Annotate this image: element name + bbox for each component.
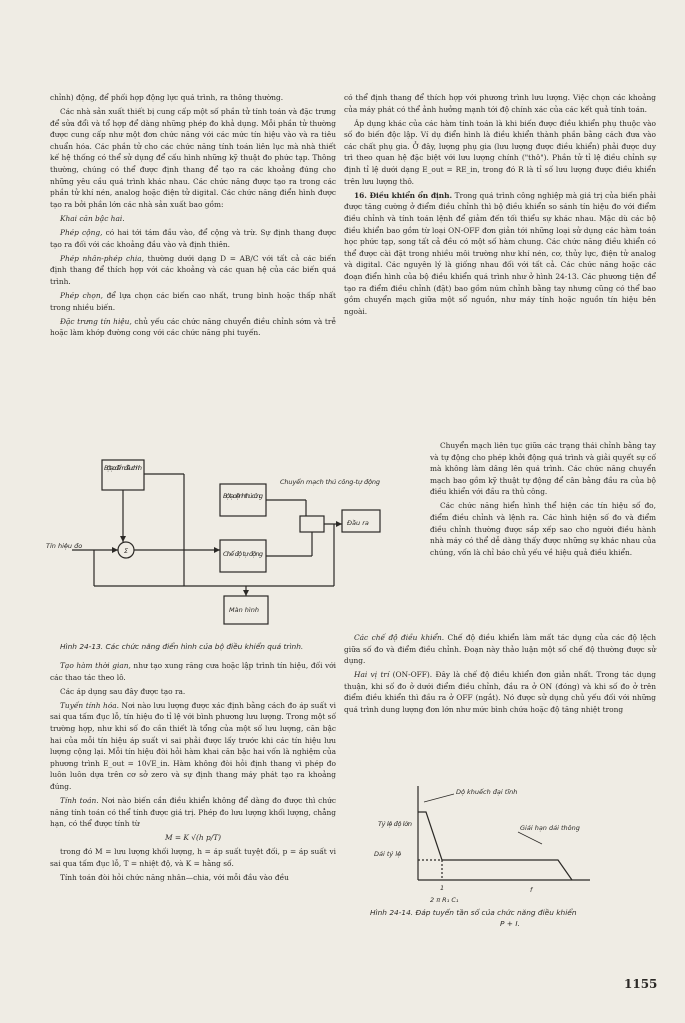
right-column-lower xyxy=(344,632,656,718)
page-number: 1155 xyxy=(624,977,658,991)
term: Đặc trưng tín hiệu, xyxy=(60,316,132,326)
sum-symbol: Σ xyxy=(123,547,129,555)
figure-24-13-caption: Hình 24-13. Các chức năng điển hình của bộ điều khiển quá trình. xyxy=(60,642,304,651)
left-column xyxy=(50,92,336,341)
switch-box xyxy=(300,516,324,532)
term-text: chủ yếu các chức năng chuyển điều chỉnh sớm và trễ hoặc làm khớp đường cong với các chức năng phi tuyến. xyxy=(50,316,336,338)
paragraph: Áp dụng khác của các hàm tính toán là khi biến được điều khiển phụ thuộc vào số đo biến độc lập. Ví dụ điển hình là điều khiển thành phần bằng cách đưa vào các chất phụ gia. Ở đây, lượng phụ gia (lưu lượng được điều khiển) phải được duy trì theo quan hệ đặc biệt với lưu lượng chính ("thô"). Phần tử tỉ lệ điều chỉnh sự định tỉ lệ dưới dạng E_out = RE_in, trong đó R là tỉ số lưu lượng được điều khiển trên lưu lượng thô. xyxy=(344,118,656,186)
manual-box xyxy=(220,484,266,516)
paragraph xyxy=(344,669,656,715)
term: Phép nhân-phép chia, xyxy=(60,253,144,263)
output-label: Đầu ra xyxy=(347,519,369,527)
paragraph: Các áp dụng sau đây được tạo ra. xyxy=(60,686,186,696)
term: Các chế độ điều khiển. xyxy=(354,633,445,642)
paragraph xyxy=(50,700,336,793)
paragraph xyxy=(50,227,336,250)
caption-line: P + I. xyxy=(500,919,520,928)
freq-label: f xyxy=(530,886,533,894)
band-label: Giải hạn dải thông xyxy=(520,824,580,832)
paragraph: chỉnh) động, để phối hợp động lực quá trình, ra thông thường. xyxy=(50,93,284,102)
figure-24-14-caption xyxy=(370,907,670,929)
formula: M = K √(h p/T) xyxy=(164,833,222,843)
term: Phép chọn, xyxy=(60,291,103,300)
term-text: có hai tới tám đầu vào, để cộng và trừ. Sự định thang được tạo ra đối với các khoảng đầu vào và định thiên. xyxy=(50,228,336,249)
right-column xyxy=(344,92,656,320)
paragraph xyxy=(50,253,336,288)
f1-label: 1 xyxy=(440,884,445,892)
gain-scale-label: Dộ khuếch đại tĩnh xyxy=(456,788,518,796)
term: Phép cộng, xyxy=(60,228,103,238)
manual-label: Bộ tạo lệnh thủ công xyxy=(223,492,263,500)
term: Tính toán. xyxy=(60,796,99,806)
term-text: thường dưới dạng D = AB/C với tất cả các biến định thang để thích hợp với các khoảng và các quan hệ của các biến quá trình. xyxy=(50,253,336,286)
term-text: để lựa chọn các biến cao nhất, trung bình hoặc thấp nhất trong nhiều biến. xyxy=(50,291,336,312)
display-label: Màn hình xyxy=(229,606,259,614)
paragraph xyxy=(50,660,336,683)
term-text: Nơi nào lưu lượng được xác định bằng cách đo áp suất vi sai qua tấm đục lỗ, tín hiệu đo tỉ lệ với bình phương lưu lượng. Trong một số trường hợp, như khi số đo cần thiết là tổng của một số lưu lượng, căn bậc hai của mỗi tín hiệu áp suất vi sai phải được lấy trước khi các tín hiệu lưu lượng cộng lại. Mỗi tín hiệu đòi hỏi hàm khai căn bậc hai vốn là nghiệm của phương trình E_out = 10√E_in. Hàm không đòi hỏi định thang vì phép đo luôn luôn dựa trên cơ sở zero và sự định thang máy phát tạo ra khoảng đúng. xyxy=(50,700,336,791)
paragraph: Khai căn bậc hai. xyxy=(60,213,125,223)
signal-label: Tín hiệu đo xyxy=(46,542,83,550)
term-text: Nơi nào biến cần điều khiển không để dàng đo được thì chức năng tính toán có thể tính được giá trị. Phép đo lưu lượng khối lượng, chẳng hạn, có thể được tính từ xyxy=(50,796,336,829)
figure-24-14-graph xyxy=(358,780,656,908)
ratio-gain-label: Tỷ lệ độ lớn xyxy=(378,820,412,828)
caption-line: Hình 24-14. Đáp tuyến tần số của chức năng điều khiển xyxy=(370,908,577,917)
section-heading: 16. Điều khiển ổn định. xyxy=(354,190,453,200)
section-text: Trong quá trình công nghiệp mà giá trị của biến phải được tăng cường ở điểm điều chỉnh thì bộ điều khiển so sánh tín hiệu đo với điểm điều chỉnh và tính toán lệnh để giảm đến tối thiểu sự khác nhau. Mặc dù các bộ điều khiển bao gồm từ loại ON-OFF đơn giản tới những loại sử dụng các hàm toán học phức tạp, song tất cả đều có một số hàm chung. Các chức năng điều khiển có thể được cài đặt trong nhiều môi trường như khí nén, cơ, thủy lực, điện tử analog và digital. Các nguyên lý là giống nhau đối với tất cả. Các chức năng hoặc các đoạn điển hình của bộ điều khiển quá trình như ở hình 24-13. Các phương tiện để tạo ra điểm điều chỉnh (đặt) bao gồm núm chỉnh bằng tay nhưng cũng có thể bao gồm chuyển mạch giữa một số nguồn, như máy tính hoặc nguồn tín hiệu bên ngoài. xyxy=(344,190,657,316)
term-text: Chế độ điều khiển làm mất tác dụng của các độ lệch giữa số đo và điểm điều chỉnh. Đoạn này thảo luận một số chế độ thường được sử dụng. xyxy=(344,633,656,666)
term: Tuyến tính hóa. xyxy=(60,700,120,710)
response-curve xyxy=(418,812,572,880)
switch-label: Chuyển mạch thủ công-tự động xyxy=(280,478,380,486)
right-column-beside-figure xyxy=(430,440,656,561)
paragraph: Tính toán đòi hỏi chức năng nhân—chia, với mỗi đầu vào đều xyxy=(60,873,289,883)
ratio-label: Dải tỷ lệ xyxy=(374,850,402,858)
paragraph xyxy=(344,190,656,318)
paragraph xyxy=(50,290,336,313)
figure-24-13-diagram xyxy=(44,448,392,638)
setpoint-label: Bộ tạo điểm điều chỉnh xyxy=(104,464,142,472)
paragraph xyxy=(50,795,336,830)
paragraph xyxy=(50,316,336,339)
auto-label: Chế độ tự động xyxy=(223,550,263,558)
paragraph: Các nhà sản xuất thiết bị cung cấp một số phần tử tính toán và đặc trưng để sửa đổi và tổ hợp để dàng những phép đo khả dụng. Mỗi phần tử thường được cung cấp như một đơn chức năng với các mức tín hiệu vào và ra tiêu chuẩn hóa. Các phần tử cho các chức năng tính toán liên lục mà nhà thiết kế hệ thống có thể sử dụng để cấu hình những kỹ thuật đo phức tạp. Thông thường, chúng có thể được định thang để tạo ra các khoảng đúng cho những yêu cầu quá trình khác nhau. Các chức năng được tạo ra trong các phần tử khí nén, analog hoặc điện tử digital. Các chức năng điển hình được tạo ra bởi phần lớn các nhà sản xuất bao gồm: xyxy=(50,107,336,209)
formula-label: 2 π R₁ C₁ xyxy=(430,896,459,904)
paragraph xyxy=(344,632,656,667)
paragraph: có thể định thang để thích hợp với phương trình lưu lượng. Việc chọn các khoảng của máy phát có thể ảnh hưởng mạnh tới độ chính xác của các kết quả tính toán. xyxy=(344,93,656,114)
paragraph: trong đó M = lưu lượng khối lượng, h = áp suất tuyệt đối, p = áp suất vi sai qua tấm đục lỗ, T = nhiệt độ, và K = hằng số. xyxy=(50,847,336,868)
term: Tạo hàm thời gian, xyxy=(60,661,131,670)
paragraph: Các chức năng hiển hình thể hiện các tín hiệu số đo, điểm điều chỉnh và lệnh ra. Các hình hiện số đo và điểm điều chỉnh thường được sắp xếp sao cho người điều hành nhà máy có thể dễ dàng thấy được những sự khác nhau của chúng, vốn là chỉ báo chủ yếu về hiệu quả điều khiển. xyxy=(430,501,656,557)
term-text: như tạo xung răng cưa hoặc lập trình tín hiệu, đối với các thao tác theo lô. xyxy=(50,661,336,682)
left-column-lower xyxy=(50,660,336,886)
term: Hai vị trí xyxy=(354,670,390,680)
paragraph: Chuyển mạch liên tục giữa các trạng thái chỉnh bằng tay và tự động cho phép khởi động quá trình và giải quyết sự cố mà không làm dâng lên quá trình. Các chức năng chuyển mạch bao gồm kỹ thuật tự động để cân bằng đầu ra của bộ điều khiển với đầu ra thủ công. xyxy=(430,441,656,497)
term-text: (ON-OFF). Đây là chế độ điều khiển đơn giản nhất. Trong tác dụng thuận, khi số đo ở dưới điểm điều chỉnh, đầu ra ở ON (đóng) và khi số đo ở trên điểm điều khiển thì đầu ra ở OFF (ngắt). Nó được sử dụng chủ yếu đối với những quá trình dung lượng đơn lớn như mức bình chứa hoặc độ tăng nhiệt trong xyxy=(344,670,657,715)
